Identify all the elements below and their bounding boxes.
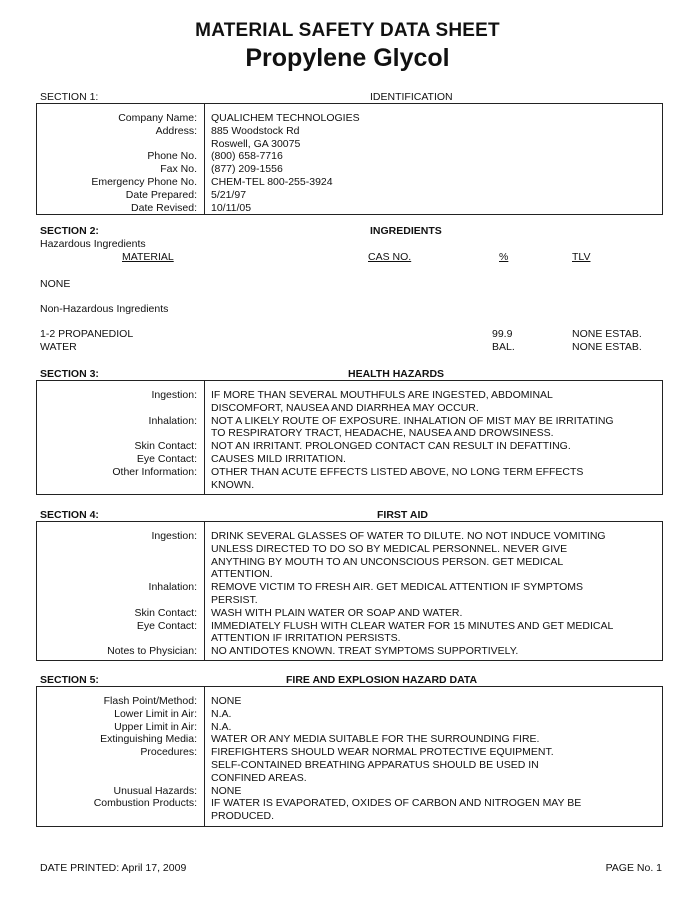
section1-row-value: (800) 658-7716 — [211, 150, 283, 163]
ingredient-pct: BAL. — [492, 340, 515, 353]
section5-value-line: PRODUCED. — [211, 810, 275, 823]
section3-value-line: CAUSES MILD IRRITATION. — [211, 453, 346, 465]
section1-row-label: Date Revised: — [131, 201, 197, 214]
page-number: PAGE No. 1 — [605, 862, 662, 874]
section5-divider — [204, 687, 205, 826]
section1-row-label: Emergency Phone No. — [91, 176, 197, 188]
section5-label-text: Extinguishing Media: — [100, 733, 197, 746]
section1-row-label: Fax No. — [160, 163, 197, 176]
section1-row-value: CHEM-TEL 800-255-3924 — [211, 176, 333, 188]
section4-label-text: Eye Contact: — [136, 619, 197, 632]
hazardous-ingredients-label: Hazardous Ingredients — [40, 238, 146, 250]
section1-heading: IDENTIFICATION — [370, 91, 453, 103]
section1-row-label: Phone No. — [147, 150, 197, 163]
col-pct: % — [499, 251, 509, 263]
section3-value-line: KNOWN. — [211, 478, 255, 491]
section4-box — [36, 521, 663, 661]
ingredient-pct: 99.9 — [492, 328, 513, 340]
section5-value-line: N.A. — [211, 720, 232, 733]
section2-label: SECTION 2: — [40, 225, 99, 237]
section1-divider — [204, 104, 205, 214]
ingredient-material: 1-2 PROPANEDIOL — [40, 328, 134, 340]
section2-heading: INGREDIENTS — [370, 225, 442, 237]
col-cas: CAS NO. — [368, 251, 412, 263]
section3-heading: HEALTH HAZARDS — [348, 368, 445, 380]
section1-box — [36, 103, 663, 215]
section4-label-text: Notes to Physician: — [107, 645, 197, 658]
section3-label-text: Eye Contact: — [136, 453, 197, 465]
hazardous-none: NONE — [40, 278, 71, 290]
section5-label-text: Unusual Hazards: — [113, 784, 197, 797]
section1-row-value: QUALICHEM TECHNOLOGIES — [211, 112, 360, 124]
section5-box — [36, 686, 663, 827]
section1-row-value: 10/11/05 — [211, 201, 252, 214]
section3-label-text: Ingestion: — [151, 389, 197, 401]
section3-label-text: Inhalation: — [148, 414, 197, 427]
section3-divider — [204, 381, 205, 494]
section4-divider — [204, 522, 205, 660]
section4-value-line: ATTENTION IF IRRITATION PERSISTS. — [211, 632, 401, 645]
section5-heading: FIRE AND EXPLOSION HAZARD DATA — [286, 674, 478, 686]
section4-heading: FIRST AID — [377, 509, 428, 521]
section4-value-line: IMMEDIATELY FLUSH WITH CLEAR WATER FOR 15 MINUTES AND GET MEDICAL — [211, 619, 614, 632]
section3-label: SECTION 3: — [40, 368, 99, 380]
section5-label-text: Lower Limit in Air: — [114, 707, 197, 720]
section1-row-label: Date Prepared: — [125, 188, 197, 201]
section5-label: SECTION 5: — [40, 674, 99, 686]
section3-value-line: DISCOMFORT, NAUSEA AND DIARRHEA MAY OCCUR. — [211, 401, 479, 414]
ingredient-tlv: NONE ESTAB. — [572, 328, 642, 340]
section5-label-text: Flash Point/Method: — [103, 695, 197, 707]
section3-value-line: TO RESPIRATORY TRACT, HEADACHE, NAUSEA AND DROWSINESS. — [211, 427, 554, 440]
section4-value-line: UNLESS DIRECTED TO DO SO BY MEDICAL PERSONNEL. NEVER GIVE — [211, 542, 568, 555]
section1-row-value: Roswell, GA 30075 — [211, 137, 301, 150]
section5-value-line: NONE — [211, 695, 242, 707]
section5-label-text: Combustion Products: — [93, 797, 197, 810]
section5-value-line: SELF-CONTAINED BREATHING APPARATUS SHOULD BE USED IN — [211, 759, 539, 771]
section3-label-text: Other Information: — [112, 465, 197, 478]
section4-value-line: ANYTHING BY MOUTH TO AN UNCONSCIOUS PERSON. GET MEDICAL — [211, 555, 564, 568]
section4-value-line: WASH WITH PLAIN WATER OR SOAP AND WATER. — [211, 606, 463, 619]
section5-value-line: N.A. — [211, 707, 232, 720]
section4-value-line: NO ANTIDOTES KNOWN. TREAT SYMPTOMS SUPPORTIVELY. — [211, 645, 519, 658]
document-title: MATERIAL SAFETY DATA SHEET — [195, 20, 500, 41]
ingredient-tlv: NONE ESTAB. — [572, 340, 642, 353]
section4-value-line: DRINK SEVERAL GLASSES OF WATER TO DILUTE. NO NOT INDUCE VOMITING — [211, 530, 606, 542]
section4-label: SECTION 4: — [40, 509, 99, 521]
section4-label-text: Ingestion: — [151, 530, 197, 542]
section4-value-line: ATTENTION. — [211, 568, 273, 581]
section4-label-text: Inhalation: — [148, 581, 197, 594]
section1-row-value: 5/21/97 — [211, 188, 247, 201]
section3-box — [36, 380, 663, 495]
section5-value-line: CONFINED AREAS. — [211, 771, 307, 784]
section3-label-text: Skin Contact: — [134, 440, 197, 453]
section3-value-line: NOT A LIKELY ROUTE OF EXPOSURE. INHALATION OF MIST MAY BE IRRITATING — [211, 414, 614, 427]
section4-value-line: PERSIST. — [211, 594, 258, 606]
section5-value-line: NONE — [211, 784, 242, 797]
nonhazardous-ingredients-label: Non-Hazardous Ingredients — [40, 303, 169, 315]
section5-value-line: WATER OR ANY MEDIA SUITABLE FOR THE SURROUNDING FIRE. — [211, 733, 540, 746]
section1-row-value: (877) 209-1556 — [211, 163, 283, 176]
section1-label: SECTION 1: — [40, 91, 99, 103]
ingredient-material: WATER — [40, 340, 77, 353]
section5-label-text: Upper Limit in Air: — [114, 720, 197, 733]
col-material: MATERIAL — [122, 251, 174, 263]
col-tlv: TLV — [572, 251, 591, 263]
section5-label-text: Procedures: — [140, 746, 197, 759]
product-name: Propylene Glycol — [245, 44, 450, 72]
section3-value-line: OTHER THAN ACUTE EFFECTS LISTED ABOVE, NO LONG TERM EFFECTS — [211, 465, 584, 478]
section5-value-line: IF WATER IS EVAPORATED, OXIDES OF CARBON AND NITROGEN MAY BE — [211, 797, 582, 810]
section4-value-line: REMOVE VICTIM TO FRESH AIR. GET MEDICAL ATTENTION IF SYMPTOMS — [211, 581, 584, 594]
section1-row-value: 885 Woodstock Rd — [211, 124, 300, 137]
section4-label-text: Skin Contact: — [134, 606, 197, 619]
section1-row-label: Company Name: — [118, 112, 197, 124]
section5-value-line: FIREFIGHTERS SHOULD WEAR NORMAL PROTECTIVE EQUIPMENT. — [211, 746, 554, 759]
date-printed: DATE PRINTED: April 17, 2009 — [40, 862, 187, 874]
section3-value-line: IF MORE THAN SEVERAL MOUTHFULS ARE INGESTED, ABDOMINAL — [211, 389, 553, 401]
section1-row-label: Address: — [155, 124, 197, 137]
section3-value-line: NOT AN IRRITANT. PROLONGED CONTACT CAN RESULT IN DEFATTING. — [211, 440, 571, 453]
